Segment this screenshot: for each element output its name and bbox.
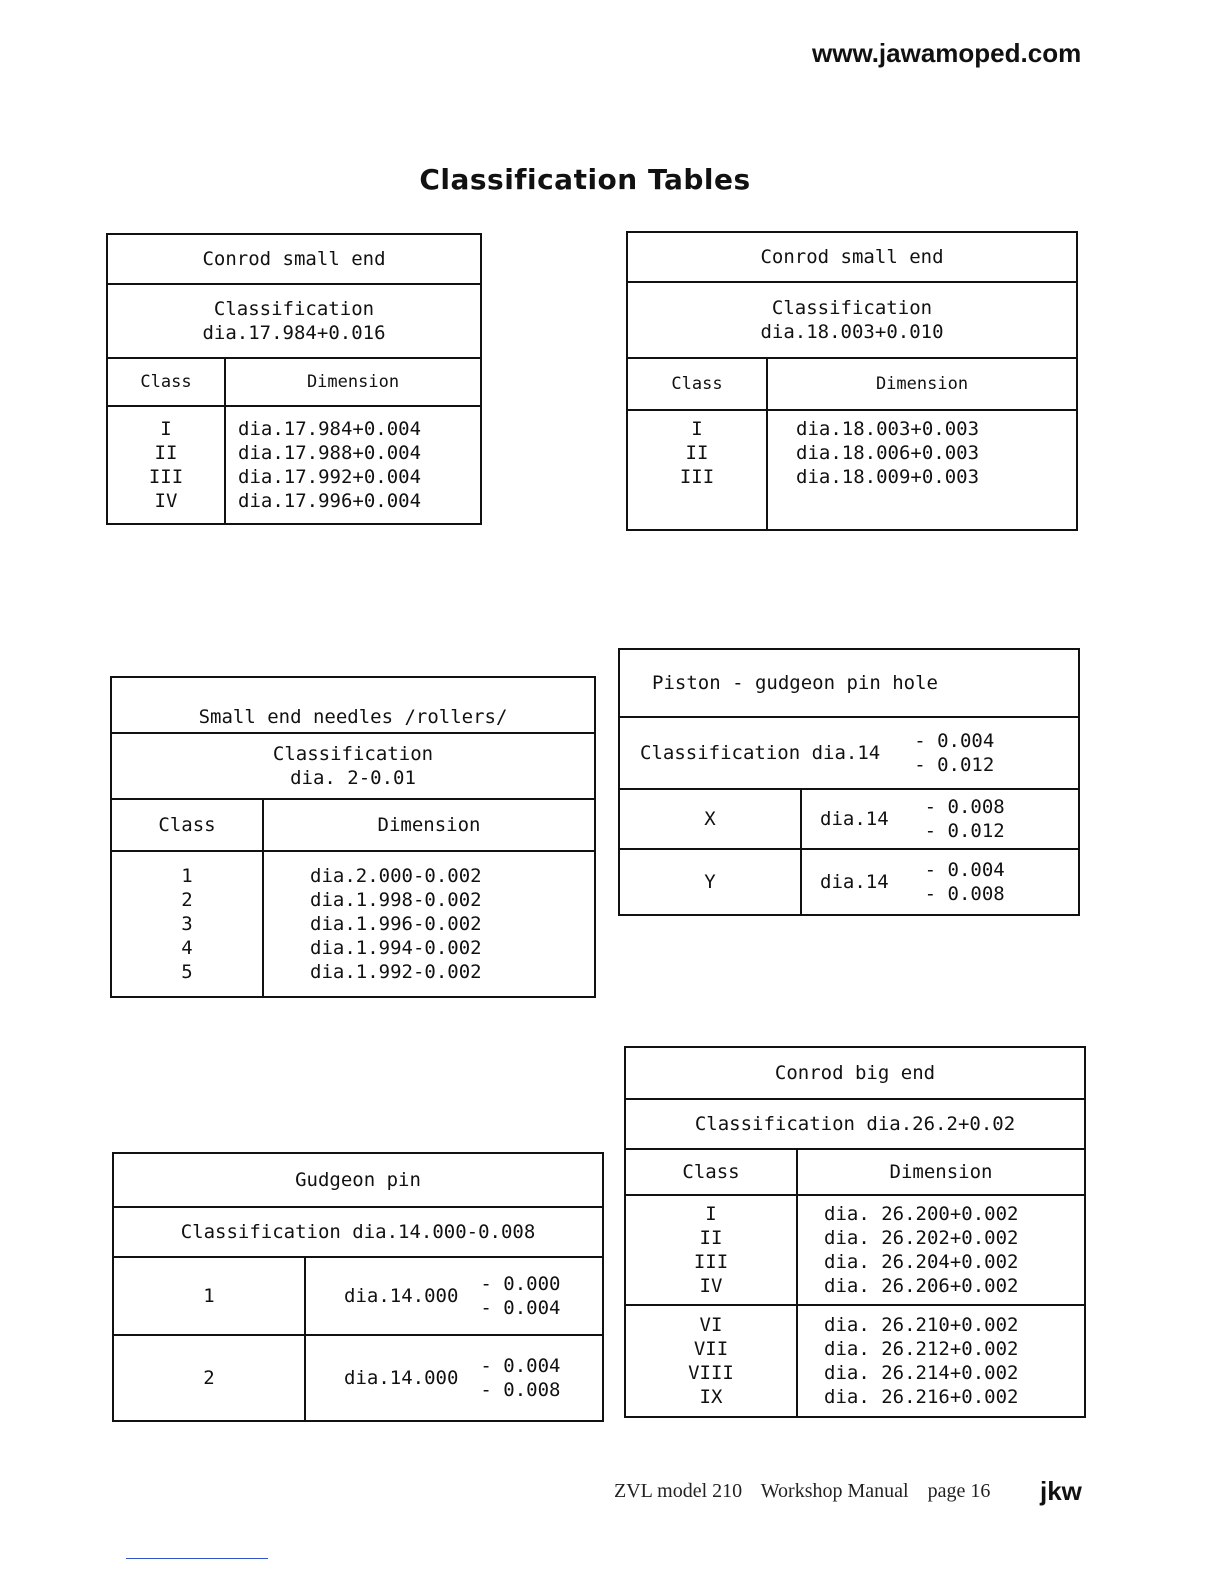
class-value: 1: [113, 1257, 305, 1335]
dimension-value: dia. 26.206+0.002: [824, 1275, 1019, 1297]
dimension-column: [797, 1305, 1085, 1417]
classification-value: dia.18.003+0.010: [760, 321, 944, 343]
table-title: Small end needles /rollers/: [111, 677, 595, 733]
class-value: II: [154, 442, 178, 464]
dimension-value: dia.14: [820, 871, 889, 893]
dimension-value: dia. 26.200+0.002: [824, 1203, 1019, 1225]
dimension-value: dia.18.006+0.003: [796, 442, 980, 464]
table-title: Conrod small end: [627, 232, 1077, 282]
dimension-value: dia.2.000-0.002: [310, 865, 482, 887]
classification-cell: Classification dia.26.2+0.02: [625, 1099, 1085, 1149]
dimension-value: dia.14: [820, 808, 889, 830]
class-value: I: [691, 418, 703, 440]
table-conrod-big-end: [624, 1046, 1086, 1418]
classification-label: Classification dia.14: [640, 742, 881, 764]
column-header-dimension: Dimension: [767, 358, 1077, 410]
dimension-value: dia.17.992+0.004: [238, 466, 422, 488]
dimension-column: [263, 851, 595, 997]
class-value: I: [705, 1203, 717, 1225]
dimension-value: dia. 26.212+0.002: [824, 1338, 1019, 1360]
table-conrod-small-end-1: [106, 233, 482, 525]
tolerance-upper: - 0.004: [924, 859, 1005, 881]
tolerance-lower: - 0.012: [914, 754, 995, 776]
class-value: 1: [181, 865, 193, 887]
class-column: [625, 1195, 797, 1305]
tolerance-lower: - 0.004: [480, 1297, 561, 1319]
class-value: 5: [181, 961, 193, 983]
class-column: [625, 1305, 797, 1417]
dimension-value: dia.14.000: [344, 1285, 459, 1307]
dimension-cell: [801, 789, 1079, 849]
table-title: Conrod small end: [107, 234, 481, 284]
column-header-class: Class: [625, 1149, 797, 1195]
class-value: VII: [693, 1338, 729, 1360]
dimension-cell: [305, 1335, 603, 1421]
column-header-class: Class: [107, 358, 225, 406]
class-value: II: [699, 1227, 723, 1249]
dimension-value: dia.18.003+0.003: [796, 418, 980, 440]
dimension-column: [225, 406, 481, 524]
column-header-dimension: Dimension: [797, 1149, 1085, 1195]
class-value: III: [148, 466, 184, 488]
dimension-value: dia.18.009+0.003: [796, 466, 980, 488]
tolerance-lower: - 0.008: [924, 883, 1005, 905]
classification-label: Classification: [272, 743, 434, 765]
classification-value: dia.17.984+0.016: [202, 322, 386, 344]
table-title: Gudgeon pin: [113, 1153, 603, 1207]
class-value: VIII: [688, 1362, 734, 1384]
dimension-cell: [801, 849, 1079, 915]
dimension-value: dia. 26.204+0.002: [824, 1251, 1019, 1273]
classification-cell: [619, 717, 1079, 789]
class-value: III: [679, 466, 715, 488]
dimension-cell: [305, 1257, 603, 1335]
dimension-value: dia. 26.210+0.002: [824, 1314, 1019, 1336]
dimension-value: dia.1.994-0.002: [310, 937, 482, 959]
classification-cell: [111, 733, 595, 799]
footer-manual: Workshop Manual: [760, 1480, 909, 1502]
tolerance-upper: - 0.004: [914, 730, 995, 752]
dimension-value: dia.17.988+0.004: [238, 442, 422, 464]
footer-initials: jkw: [1040, 1476, 1082, 1506]
class-value: IX: [699, 1386, 723, 1408]
column-header-dimension: Dimension: [263, 799, 595, 851]
class-column: [111, 851, 263, 997]
tolerance-lower: - 0.012: [924, 820, 1005, 842]
dimension-column: [767, 410, 1077, 530]
class-value: IV: [154, 490, 178, 512]
classification-value: dia. 2-0.01: [290, 767, 416, 789]
table-gudgeon-pin: [112, 1152, 604, 1422]
dimension-value: dia. 26.214+0.002: [824, 1362, 1019, 1384]
table-conrod-small-end-2: [626, 231, 1078, 531]
dimension-value: dia.1.996-0.002: [310, 913, 482, 935]
tolerance-upper: - 0.000: [480, 1273, 561, 1295]
class-column: [107, 406, 225, 524]
class-value: II: [685, 442, 709, 464]
class-value: 2: [113, 1335, 305, 1421]
table-title: Piston - gudgeon pin hole: [619, 649, 1079, 717]
link-underline-decoration: [126, 1558, 268, 1559]
table-title: Conrod big end: [625, 1047, 1085, 1099]
classification-cell: Classification dia.14.000-0.008: [113, 1207, 603, 1257]
column-header-class: Class: [111, 799, 263, 851]
dimension-value: dia.1.992-0.002: [310, 961, 482, 983]
dimension-value: dia.17.996+0.004: [238, 490, 422, 512]
website-url[interactable]: www.jawamoped.com: [812, 38, 1082, 68]
classification-cell: [107, 284, 481, 358]
classification-label: Classification: [213, 298, 375, 320]
class-value: Y: [619, 849, 801, 915]
dimension-value: dia. 26.202+0.002: [824, 1227, 1019, 1249]
tolerance-upper: - 0.008: [924, 796, 1005, 818]
class-value: VI: [699, 1314, 723, 1336]
class-value: 2: [181, 889, 193, 911]
class-value: 4: [181, 937, 193, 959]
column-header-class: Class: [627, 358, 767, 410]
class-value: 3: [181, 913, 193, 935]
tolerance-lower: - 0.008: [480, 1379, 561, 1401]
class-column: [627, 410, 767, 530]
dimension-value: dia.1.998-0.002: [310, 889, 482, 911]
table-small-end-needles: [110, 676, 596, 998]
dimension-value: dia.17.984+0.004: [238, 418, 422, 440]
classification-label: Classification: [771, 297, 933, 319]
tolerance-upper: - 0.004: [480, 1355, 561, 1377]
dimension-value: dia.14.000: [344, 1367, 459, 1389]
footer: [614, 1480, 1004, 1503]
classification-cell: [627, 282, 1077, 358]
footer-page: page 16: [927, 1480, 991, 1502]
column-header-dimension: Dimension: [225, 358, 481, 406]
dimension-value: dia. 26.216+0.002: [824, 1386, 1019, 1408]
class-value: III: [693, 1251, 729, 1273]
page-title: Classification Tables: [419, 163, 751, 196]
table-piston-gudgeon-pin-hole: [618, 648, 1080, 916]
class-value: IV: [699, 1275, 723, 1297]
class-value: I: [160, 418, 172, 440]
dimension-column: [797, 1195, 1085, 1305]
footer-model: ZVL model 210: [614, 1480, 743, 1502]
class-value: X: [619, 789, 801, 849]
